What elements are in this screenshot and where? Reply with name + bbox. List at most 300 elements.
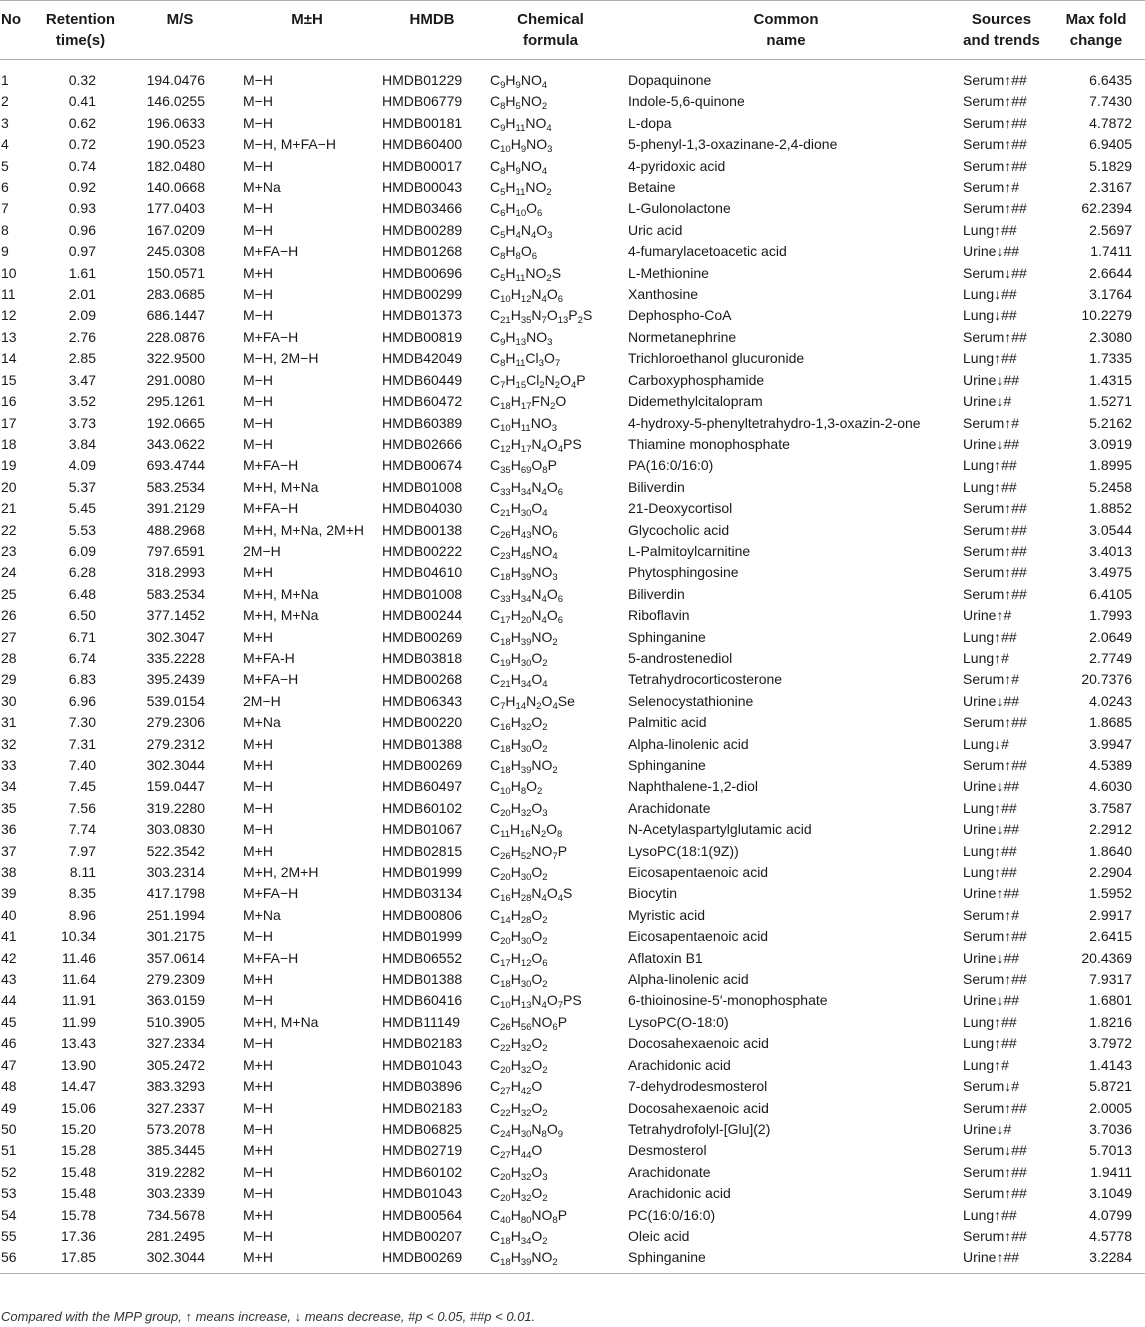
cell-common-name: 6-thioinosine-5′-monophosphate	[628, 992, 828, 1009]
cell-source-trend: Serum↑#	[963, 179, 1020, 196]
cell-hmdb: HMDB00244	[382, 607, 463, 624]
cell-source-trend: Lung↑##	[963, 842, 1017, 859]
cell-no: 17	[1, 414, 17, 431]
cell-source-trend: Serum↑#	[963, 906, 1020, 923]
cell-ms: 301.2175	[146, 928, 205, 945]
cell-ms: 522.3542	[146, 842, 205, 859]
cell-retention-time: 15.28	[60, 1142, 96, 1159]
cell-common-name: Eicosapentaenoic acid	[628, 864, 769, 881]
cell-common-name: Palmitic acid	[628, 714, 707, 731]
header-retention-time	[36, 1, 125, 60]
cell-no: 52	[1, 1163, 17, 1180]
header-fold-change	[1047, 1, 1145, 60]
cell-retention-time: 2.09	[68, 307, 96, 324]
cell-adduct: M−H, M+FA−H	[243, 136, 336, 153]
cell-adduct: M+H	[243, 842, 273, 859]
cell-ms: 363.0159	[146, 992, 205, 1009]
cell-ms: 395.2439	[146, 671, 205, 688]
cell-retention-time: 6.83	[68, 671, 96, 688]
cell-formula: $C_{11}H_{16}N_2O_8$	[490, 821, 563, 841]
cell-ms: 182.0480	[146, 157, 205, 174]
cell-ms: 319.2282	[146, 1163, 205, 1180]
cell-ms: 357.0614	[146, 949, 205, 966]
cell-fold-change: 3.7972	[1089, 1035, 1132, 1052]
cell-retention-time: 0.97	[68, 243, 96, 260]
cell-hmdb: HMDB60472	[382, 393, 463, 410]
cell-ms: 417.1798	[146, 885, 205, 902]
table-row	[0, 177, 1145, 198]
cell-adduct: M−H	[243, 1163, 273, 1180]
cell-source-trend: Lung↑##	[963, 1206, 1017, 1223]
cell-ms: 335.2228	[146, 649, 205, 666]
cell-source-trend: Urine↓##	[963, 692, 1020, 709]
cell-hmdb: HMDB01388	[382, 971, 463, 988]
cell-common-name: 21-Deoxycortisol	[628, 500, 733, 517]
cell-formula: $C_{24}H_{30}N_8O_9$	[490, 1120, 564, 1140]
cell-common-name: N-Acetylaspartylglutamic acid	[628, 821, 812, 838]
cell-no: 29	[1, 671, 17, 688]
cell-source-trend: Serum↓##	[963, 264, 1027, 281]
cell-adduct: M+H	[243, 971, 273, 988]
cell-fold-change: 2.9917	[1089, 906, 1132, 923]
header-no	[0, 1, 36, 60]
cell-fold-change: 1.5952	[1089, 885, 1132, 902]
table-row	[0, 990, 1145, 1011]
table-row	[0, 1076, 1145, 1097]
cell-source-trend: Urine↓##	[963, 243, 1020, 260]
table-row	[0, 60, 1145, 92]
cell-source-trend: Lung↓#	[963, 735, 1009, 752]
cell-adduct: M+FA−H	[243, 671, 299, 688]
header-fold-line2: change	[1069, 32, 1123, 49]
cell-formula: $C_{26}H_{43}NO_6$	[490, 521, 558, 541]
cell-hmdb: HMDB11149	[382, 1013, 461, 1030]
cell-retention-time: 8.35	[68, 885, 96, 902]
cell-fold-change: 1.8216	[1089, 1013, 1132, 1030]
cell-retention-time: 8.96	[68, 906, 96, 923]
header-ms-label: M/S	[166, 11, 194, 28]
cell-fold-change: 1.4143	[1089, 1056, 1132, 1073]
cell-common-name: Aflatoxin B1	[628, 949, 703, 966]
cell-common-name: 4-fumarylacetoacetic acid	[628, 243, 787, 260]
cell-adduct: M+FA-H	[243, 649, 295, 666]
cell-formula: $C_{17}H_{20}N_4O_6$	[490, 607, 564, 627]
cell-no: 14	[1, 350, 17, 367]
cell-hmdb: HMDB60497	[382, 778, 463, 795]
cell-no: 38	[1, 864, 17, 881]
cell-ms: 319.2280	[146, 799, 205, 816]
cell-adduct: M+FA−H	[243, 328, 299, 345]
table-row	[0, 1055, 1145, 1076]
cell-hmdb: HMDB03466	[382, 200, 463, 217]
cell-hmdb: HMDB60102	[382, 1163, 463, 1180]
cell-common-name: Carboxyphosphamide	[628, 371, 765, 388]
cell-adduct: M−H	[243, 414, 273, 431]
cell-formula: $C_{18}H_{39}NO_2$	[490, 757, 558, 776]
cell-adduct: M+H, M+Na, 2M+H	[243, 521, 364, 538]
cell-hmdb: HMDB01373	[382, 307, 463, 324]
cell-common-name: Biliverdin	[628, 478, 685, 495]
cell-common-name: L-dopa	[628, 114, 672, 131]
cell-fold-change: 3.1764	[1089, 286, 1132, 303]
cell-formula: $C_{21}H_{35}N_7O_{13}P_2S$	[490, 307, 593, 327]
cell-no: 16	[1, 393, 17, 410]
cell-source-trend: Lung↑##	[963, 350, 1017, 367]
table-row	[0, 284, 1145, 305]
cell-no: 45	[1, 1013, 17, 1030]
cell-fold-change: 4.0799	[1089, 1206, 1132, 1223]
cell-retention-time: 8.11	[69, 864, 96, 881]
cell-adduct: M+H, M+Na	[243, 607, 319, 624]
cell-ms: 305.2472	[146, 1056, 205, 1073]
cell-no: 50	[1, 1120, 17, 1137]
cell-hmdb: HMDB01043	[382, 1185, 463, 1202]
cell-hmdb: HMDB02183	[382, 1035, 463, 1052]
cell-adduct: M+H	[243, 1206, 273, 1223]
cell-adduct: M+H	[243, 264, 273, 281]
table-row	[0, 113, 1145, 134]
table-row	[0, 648, 1145, 669]
cell-adduct: M+H	[243, 564, 273, 581]
cell-hmdb: HMDB01388	[382, 735, 463, 752]
cell-retention-time: 5.45	[68, 500, 96, 517]
cell-retention-time: 6.71	[68, 628, 96, 645]
cell-source-trend: Lung↑##	[963, 864, 1017, 881]
cell-hmdb: HMDB60400	[382, 136, 463, 153]
cell-retention-time: 5.37	[68, 478, 96, 495]
cell-adduct: M+H	[243, 735, 273, 752]
cell-adduct: M−H	[243, 799, 273, 816]
cell-formula: $C_{20}H_{32}O_3$	[490, 799, 548, 819]
cell-retention-time: 0.74	[68, 157, 96, 174]
cell-retention-time: 0.41	[68, 93, 96, 110]
cell-source-trend: Urine↓##	[963, 371, 1020, 388]
cell-no: 4	[1, 136, 9, 153]
cell-common-name: Biocytin	[628, 885, 678, 902]
cell-hmdb: HMDB01999	[382, 864, 463, 881]
cell-hmdb: HMDB00289	[382, 221, 463, 238]
table-row	[0, 627, 1145, 648]
cell-adduct: M+H, M+Na	[243, 1013, 319, 1030]
cell-formula: $C_9H_{13}NO_3$	[490, 328, 553, 348]
cell-adduct: M+FA−H	[243, 457, 299, 474]
cell-retention-time: 11.46	[62, 949, 96, 966]
cell-ms: 279.2309	[146, 971, 205, 988]
table-row	[0, 798, 1145, 819]
cell-common-name: Thiamine monophosphate	[628, 435, 790, 452]
cell-adduct: M−H	[243, 286, 273, 303]
cell-adduct: M−H	[243, 1185, 273, 1202]
cell-common-name: Docosahexaenoic acid	[628, 1099, 769, 1116]
cell-adduct: M−H	[243, 93, 273, 110]
cell-common-name: L-Palmitoylcarnitine	[628, 542, 751, 559]
cell-source-trend: Lung↑#	[963, 1056, 1009, 1073]
cell-source-trend: Serum↑#	[963, 414, 1020, 431]
cell-retention-time: 15.78	[60, 1206, 96, 1223]
cell-formula: $C_7H_{15}Cl_2N_2O_4P$	[490, 371, 586, 391]
cell-no: 23	[1, 542, 17, 559]
cell-retention-time: 10.34	[60, 928, 96, 945]
cell-hmdb: HMDB00564	[382, 1206, 463, 1223]
table-row	[0, 370, 1145, 391]
cell-retention-time: 0.96	[68, 221, 96, 238]
cell-hmdb: HMDB00696	[382, 264, 463, 281]
cell-ms: 245.0308	[146, 243, 205, 260]
cell-retention-time: 17.36	[60, 1227, 96, 1244]
cell-ms: 322.9500	[146, 350, 205, 367]
cell-fold-change: 3.9947	[1089, 735, 1132, 752]
cell-retention-time: 0.32	[68, 72, 96, 88]
header-retention-line2: time(s)	[55, 32, 106, 49]
cell-source-trend: Serum↑##	[963, 1185, 1027, 1202]
cell-ms: 391.2129	[146, 500, 205, 517]
cell-formula: $C_{10}H_{12}N_4O_6$	[490, 286, 564, 306]
cell-ms: 385.3445	[146, 1142, 205, 1159]
cell-source-trend: Serum↑##	[963, 72, 1027, 88]
cell-retention-time: 3.52	[68, 393, 96, 410]
cell-source-trend: Urine↓##	[963, 435, 1020, 452]
cell-common-name: LysoPC(18:1(9Z))	[628, 842, 739, 859]
cell-adduct: M−H	[243, 435, 273, 452]
cell-fold-change: 1.8640	[1089, 842, 1132, 859]
table-row	[0, 734, 1145, 755]
cell-common-name: Riboflavin	[628, 607, 690, 624]
cell-formula: $C_6H_{10}O_6$	[490, 200, 543, 220]
cell-ms: 190.0523	[146, 136, 205, 153]
cell-no: 51	[1, 1142, 17, 1159]
cell-common-name: Uric acid	[628, 221, 683, 238]
cell-formula: $C_{16}H_{28}N_4O_4S$	[490, 885, 573, 905]
header-adduct-label: M±H	[291, 11, 323, 28]
cell-formula: $C_{12}H_{17}N_4O_4PS$	[490, 435, 582, 455]
cell-hmdb: HMDB02719	[382, 1142, 463, 1159]
cell-source-trend: Serum↓#	[963, 1078, 1020, 1095]
cell-common-name: Sphinganine	[616, 1247, 956, 1273]
cell-adduct: M−H	[243, 1099, 273, 1116]
cell-hmdb: HMDB04610	[382, 564, 463, 581]
cell-no: 13	[1, 328, 17, 345]
cell-retention-time: 3.84	[68, 435, 96, 452]
header-formula	[485, 1, 616, 60]
cell-formula: $C_{17}H_{12}O_6$	[490, 949, 548, 969]
table-row	[0, 691, 1145, 712]
cell-ms: 693.4744	[146, 457, 205, 474]
cell-common-name: Tetrahydrofolyl-[Glu](2)	[628, 1120, 771, 1137]
cell-no: 46	[1, 1035, 17, 1052]
cell-common-name: Didemethylcitalopram	[628, 393, 763, 410]
cell-common-name: Phytosphingosine	[628, 564, 739, 581]
cell-hmdb: HMDB00819	[382, 328, 463, 345]
cell-hmdb: HMDB04030	[382, 500, 463, 517]
cell-retention-time: 7.30	[68, 714, 96, 731]
cell-ms: 734.5678	[146, 1206, 205, 1223]
cell-adduct: M+H, 2M+H	[243, 864, 319, 881]
cell-no: 10	[1, 264, 17, 281]
cell-retention-time: 11.99	[62, 1013, 96, 1030]
cell-common-name: 7-dehydrodesmosterol	[628, 1078, 768, 1095]
cell-common-name: Docosahexaenoic acid	[628, 1035, 769, 1052]
cell-retention-time: 6.09	[68, 542, 96, 559]
cell-source-trend: Serum↑##	[963, 1163, 1027, 1180]
cell-common-name: Eicosapentaenoic acid	[628, 928, 769, 945]
cell-no: 48	[1, 1078, 17, 1095]
cell-fold-change: 2.5697	[1089, 221, 1132, 238]
cell-fold-change: 3.7036	[1089, 1120, 1132, 1137]
cell-retention-time: 1.61	[68, 264, 96, 281]
table-header	[0, 1, 1145, 60]
cell-adduct: M+FA−H	[243, 949, 299, 966]
cell-adduct: M+H	[243, 1142, 273, 1159]
cell-adduct: M−H	[243, 200, 273, 217]
cell-source-trend: Serum↓##	[963, 1142, 1027, 1159]
cell-common-name: Xanthosine	[628, 286, 699, 303]
cell-hmdb: HMDB42049	[382, 350, 463, 367]
cell-retention-time: 15.48	[60, 1185, 96, 1202]
table-row	[0, 712, 1145, 733]
cell-source-trend: Serum↑##	[963, 585, 1027, 602]
cell-fold-change: 20.7376	[1081, 671, 1132, 688]
cell-source-trend: Serum↑#	[963, 671, 1020, 688]
cell-no: 33	[1, 757, 17, 773]
cell-ms: 196.0633	[146, 114, 205, 131]
cell-fold-change: 1.6801	[1089, 992, 1132, 1009]
table-row	[0, 905, 1145, 926]
cell-formula: $C_{27}H_{44}O$	[490, 1142, 543, 1162]
cell-adduct: M+FA−H	[243, 500, 299, 517]
cell-fold-change: 1.7993	[1089, 607, 1132, 624]
cell-source-trend: Serum↑##	[963, 757, 1027, 773]
table-row	[0, 434, 1145, 455]
cell-retention-time: 13.43	[60, 1035, 96, 1052]
cell-hmdb: HMDB00806	[382, 906, 463, 923]
table-row	[0, 391, 1145, 412]
table-row	[0, 241, 1145, 262]
cell-formula: $C_{22}H_{32}O_2$	[490, 1035, 548, 1055]
header-sources-line2: and trends	[963, 32, 1040, 49]
table-row	[0, 220, 1145, 241]
cell-hmdb: HMDB60389	[382, 414, 463, 431]
cell-no: 47	[1, 1056, 17, 1073]
cell-hmdb: HMDB00674	[382, 457, 463, 474]
cell-no: 27	[1, 628, 17, 645]
cell-ms: 295.1261	[146, 393, 205, 410]
cell-fold-change: 1.5271	[1089, 393, 1132, 410]
cell-no: 42	[1, 949, 17, 966]
cell-common-name: Trichloroethanol glucuronide	[628, 350, 805, 367]
table-row	[0, 263, 1145, 284]
cell-common-name: Glycocholic acid	[628, 521, 730, 538]
table-row	[0, 1098, 1145, 1119]
cell-common-name: LysoPC(O-18:0)	[628, 1013, 729, 1030]
cell-common-name: 4-pyridoxic acid	[628, 157, 726, 174]
cell-no: 56	[0, 1247, 36, 1273]
cell-ms: 318.2993	[146, 564, 205, 581]
cell-no: 40	[1, 906, 17, 923]
cell-ms: 302.3044	[125, 1247, 235, 1273]
cell-hmdb: HMDB01268	[382, 243, 463, 260]
cell-fold-change: 3.4013	[1089, 542, 1132, 559]
cell-retention-time: 6.74	[68, 649, 96, 666]
cell-ms: 140.0668	[146, 179, 205, 196]
cell-hmdb: HMDB00138	[382, 521, 463, 538]
cell-common-name: Selenocystathionine	[628, 692, 754, 709]
cell-adduct: M−H	[243, 307, 273, 324]
cell-retention-time: 11.91	[62, 992, 96, 1009]
cell-common-name: Normetanephrine	[628, 328, 737, 345]
cell-fold-change: 20.4369	[1081, 949, 1132, 966]
table-row	[0, 1012, 1145, 1033]
cell-retention-time: 15.06	[60, 1099, 96, 1116]
cell-hmdb: HMDB00299	[382, 286, 463, 303]
cell-adduct: 2M−H	[243, 542, 281, 559]
table-row	[0, 134, 1145, 155]
table-row	[0, 562, 1145, 583]
cell-adduct: M+Na	[243, 179, 281, 196]
cell-hmdb: HMDB06825	[382, 1120, 463, 1137]
table-row	[0, 1119, 1145, 1140]
cell-source-trend: Urine↑#	[963, 607, 1012, 624]
table-row	[0, 348, 1145, 369]
table-row	[0, 305, 1145, 326]
cell-fold-change: 2.6415	[1089, 928, 1132, 945]
cell-ms: 302.3047	[146, 628, 205, 645]
cell-no: 3	[1, 114, 9, 131]
cell-ms: 583.2534	[146, 585, 205, 602]
cell-fold-change: 5.8721	[1089, 1078, 1132, 1095]
table-row	[0, 669, 1145, 690]
cell-source-trend: Serum↑##	[963, 200, 1027, 217]
cell-no: 15	[1, 371, 17, 388]
table-row	[0, 969, 1145, 990]
cell-fold-change: 7.9317	[1089, 971, 1132, 988]
cell-retention-time: 6.50	[68, 607, 96, 624]
table-row	[0, 883, 1145, 904]
table-row	[0, 926, 1145, 947]
cell-common-name: Sphinganine	[628, 628, 706, 645]
cell-ms: 146.0255	[146, 93, 205, 110]
table-row	[0, 477, 1145, 498]
cell-adduct: M−H	[243, 72, 273, 88]
cell-formula: $C_{14}H_{28}O_2$	[490, 906, 548, 926]
cell-retention-time: 6.48	[68, 585, 96, 602]
cell-fold-change: 3.7587	[1089, 799, 1132, 816]
cell-hmdb: HMDB02666	[382, 435, 463, 452]
cell-source-trend: Urine↓#	[963, 393, 1012, 410]
cell-ms: 343.0622	[146, 435, 205, 452]
cell-fold-change: 1.8852	[1089, 500, 1132, 517]
cell-hmdb: HMDB01229	[382, 72, 463, 88]
cell-ms: 573.2078	[146, 1120, 205, 1137]
cell-no: 37	[1, 842, 17, 859]
cell-no: 25	[1, 585, 17, 602]
cell-source-trend: Urine↓##	[963, 778, 1020, 795]
cell-fold-change: 6.6435	[1089, 72, 1132, 88]
cell-adduct: M−H	[243, 114, 273, 131]
table-row	[0, 605, 1145, 626]
table-row	[0, 520, 1145, 541]
cell-ms: 291.0080	[146, 371, 205, 388]
table-row	[0, 948, 1145, 969]
cell-fold-change: 2.0649	[1089, 628, 1132, 645]
cell-hmdb: HMDB01067	[382, 821, 463, 838]
cell-formula: $C_{18}H_{17}FN_2O$	[490, 393, 567, 413]
cell-source-trend: Lung↓##	[963, 307, 1017, 324]
cell-common-name: PA(16:0/16:0)	[628, 457, 714, 474]
cell-source-trend: Serum↑##	[963, 542, 1027, 559]
cell-ms: 150.0571	[146, 264, 205, 281]
cell-source-trend: Serum↑##	[963, 564, 1027, 581]
cell-ms: 488.2968	[146, 521, 205, 538]
